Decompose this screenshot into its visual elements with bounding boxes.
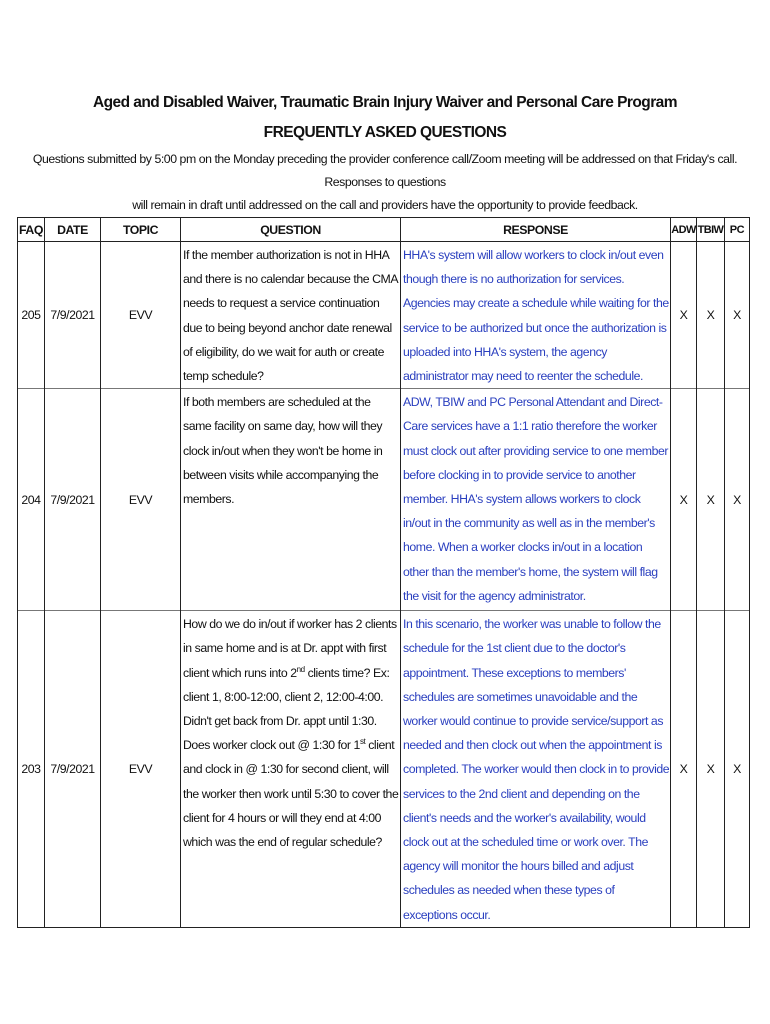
table-row [18, 611, 750, 928]
faq-date: 7/9/2021 [45, 389, 101, 611]
adw-mark: X [671, 242, 697, 389]
intro-text [14, 148, 756, 217]
adw-mark: X [671, 611, 697, 928]
table-row [18, 389, 750, 611]
intro-line-1: Questions submitted by 5:00 pm on the Monday preceding the provider conference call/Zoom meeting will be addressed on that Friday's call. Responses to questions [32, 152, 738, 189]
question-text-part: clients time? Ex: client 1, 8:00-12:00, client 2, 12:00-4:00. Didn't get back from Dr. appt until 1:30. Does worker clock out @ 1:30 for 1 [183, 665, 390, 753]
col-header-topic: TOPIC [101, 218, 181, 242]
faq-response: In this scenario, the worker was unable to follow the schedule for the 1st client due to the doctor's appointment. These exceptions to members' schedules are sometimes unavoidable and the worker would continue to provide service/support as needed and then clock out when the appointment is completed. The worker would then clock in to provide services to the 2nd client and depending on the client's needs and the worker's availability, would clock out at the scheduled time or work over. The agency will monitor the hours billed and adjust schedules as needed when these types of exceptions occur. [401, 611, 671, 928]
ordinal-suffix: nd [296, 664, 305, 674]
col-header-tbiw: TBIW [697, 218, 725, 242]
faq-table [17, 217, 750, 928]
faq-number: 204 [18, 389, 45, 611]
tbiw-mark: X [697, 611, 725, 928]
col-header-question: QUESTION [181, 218, 401, 242]
question-text-part: How do we do in/out if worker has 2 clients in same home and is at Dr. appt with first client which runs into 2 [183, 617, 397, 680]
col-header-date: DATE [45, 218, 101, 242]
document-title: Aged and Disabled Waiver, Traumatic Brain Injury Waiver and Personal Care Program [93, 94, 677, 111]
faq-topic: EVV [101, 242, 181, 389]
document-subtitle: FREQUENTLY ASKED QUESTIONS [263, 124, 507, 141]
pc-mark: X [725, 389, 750, 611]
col-header-adw: ADW [671, 218, 697, 242]
faq-topic: EVV [101, 389, 181, 611]
faq-response: ADW, TBIW and PC Personal Attendant and Direct-Care services have a 1:1 ratio therefore the worker must clock out after providing service to one member before clocking in to provide service to another member. HHA's system allows workers to clock in/out in the community as well as in the member's home. When a worker clocks in/out in a location other than the member's home, the system will flag the visit for the agency administrator. [401, 389, 671, 611]
faq-number: 203 [18, 611, 45, 928]
tbiw-mark: X [697, 242, 725, 389]
adw-mark: X [671, 389, 697, 611]
col-header-pc: PC [725, 218, 750, 242]
faq-question: If both members are scheduled at the same facility on same day, how will they clock in/out when they won't be home in between visits while accompanying the members. [181, 389, 401, 611]
table-row [18, 242, 750, 389]
table-header-row [18, 218, 750, 242]
intro-line-2: will remain in draft until addressed on the call and providers have the opportunity to provide feedback. [132, 198, 638, 212]
pc-mark: X [725, 611, 750, 928]
question-text-part: client and clock in @ 1:30 for second client, will the worker then work until 5:30 to cover the client for 4 hours or will they end at 4:00 which was the end of regular schedule? [183, 738, 399, 850]
tbiw-mark: X [697, 389, 725, 611]
col-header-response: RESPONSE [401, 218, 671, 242]
col-header-faq: FAQ [18, 218, 45, 242]
faq-date: 7/9/2021 [45, 611, 101, 928]
pc-mark: X [725, 242, 750, 389]
faq-question [181, 611, 401, 928]
faq-topic: EVV [101, 611, 181, 928]
faq-question: If the member authorization is not in HHA and there is no calendar because the CMA needs to request a service continuation due to being beyond anchor date renewal of eligibility, do we wait for auth or create temp schedule? [181, 242, 401, 389]
faq-response: HHA's system will allow workers to clock in/out even though there is no authorization for services. Agencies may create a schedule while waiting for the service to be authorized but once the authorization is uploaded into HHA's system, the agency administrator may need to reenter the schedule. [401, 242, 671, 389]
ordinal-suffix: st [359, 737, 366, 747]
faq-number: 205 [18, 242, 45, 389]
faq-date: 7/9/2021 [45, 242, 101, 389]
